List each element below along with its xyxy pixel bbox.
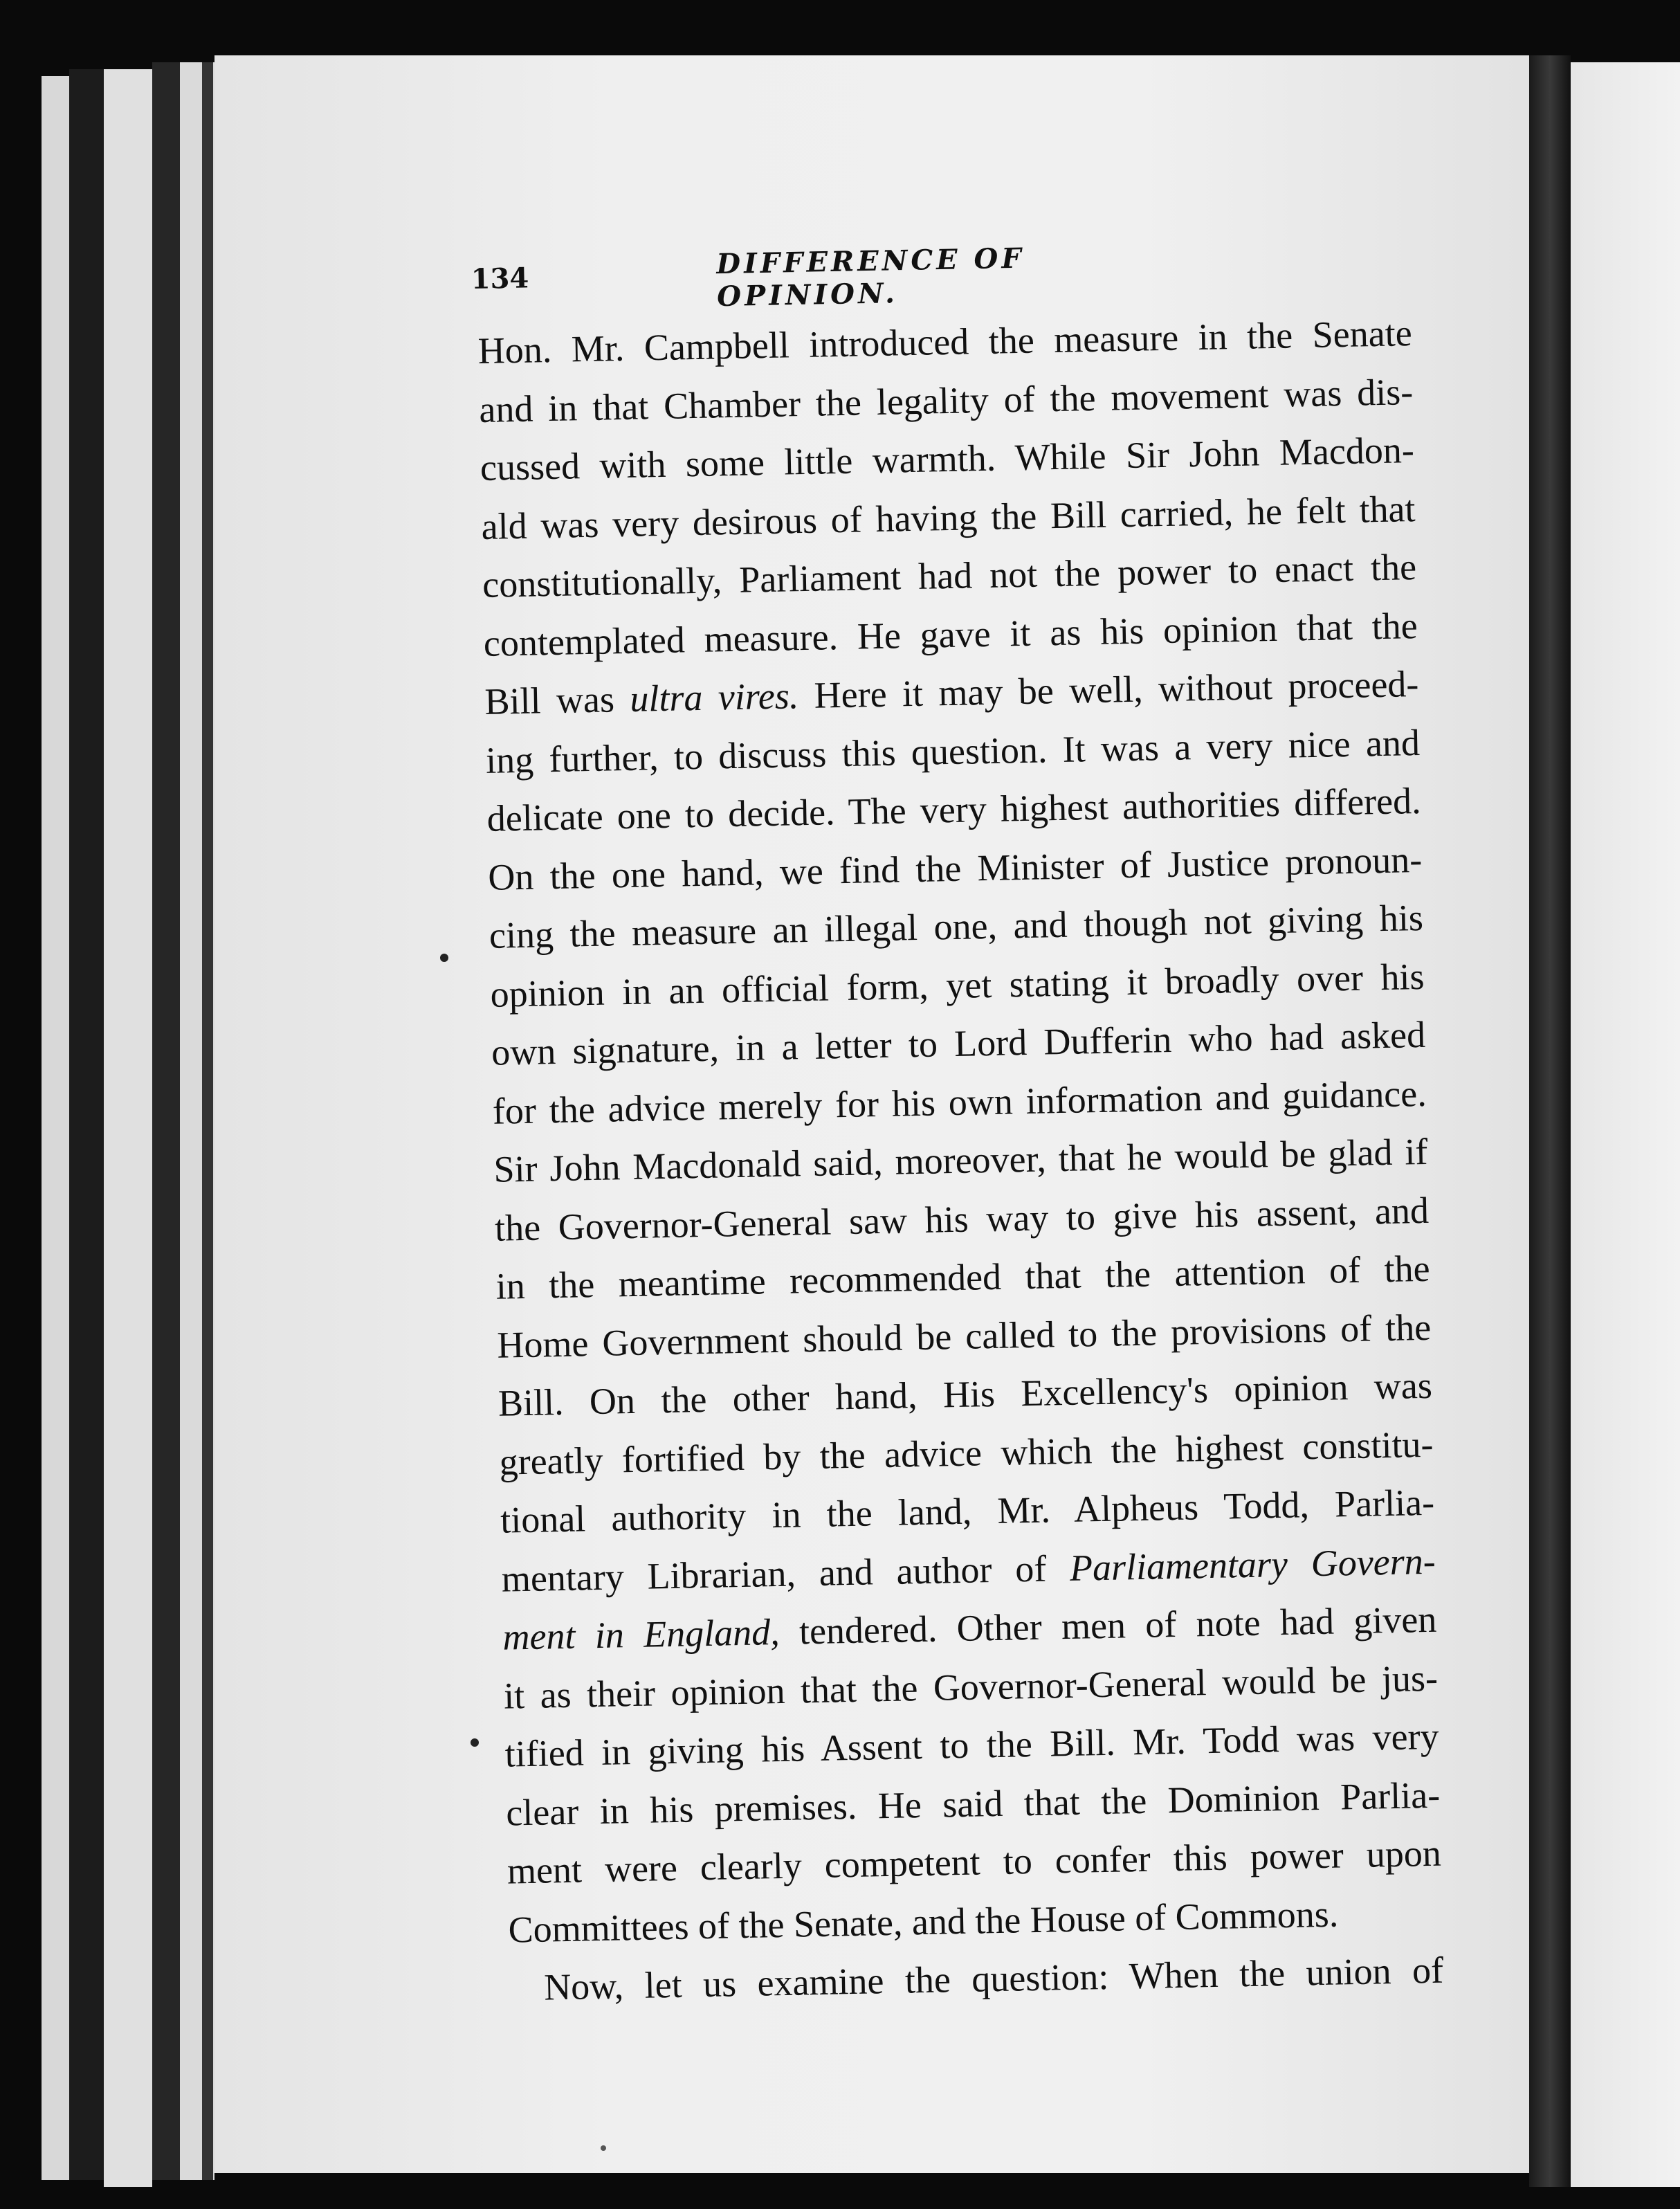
text-line: Committees of the Senate, and the House of Commons. xyxy=(508,1893,1339,1951)
text-line: tional authority in the land, Mr. Alpheus Todd, Parlia- xyxy=(500,1481,1435,1541)
text-line: opinion in an official form, yet stating it broadly over his xyxy=(490,955,1425,1015)
italic-title: ment in England, xyxy=(502,1610,780,1658)
ink-speck xyxy=(471,1738,479,1747)
text-line: ment were clearly competent to confer this power upon xyxy=(506,1832,1442,1892)
left-page-edge xyxy=(42,76,69,2180)
text-line: in the meantime recommended that the attention of the xyxy=(495,1247,1431,1307)
text-line: Hon. Mr. Campbell introduced the measure in the Senate xyxy=(477,312,1413,372)
italic-title: Parliamentary Govern- xyxy=(1069,1540,1436,1589)
text-line: tified in giving his Assent to the Bill. Mr. Todd was very xyxy=(504,1715,1440,1775)
ink-speck xyxy=(440,954,448,962)
running-head: DIFFERENCE OF OPINION. xyxy=(715,242,1025,313)
text-line: constitutionally, Parliament had not the power to enact the xyxy=(482,546,1417,606)
left-page-edge xyxy=(202,62,213,2180)
text-line: clear in his premises. He said that the Dominion Parlia- xyxy=(505,1774,1441,1834)
text-line: Sir John Macdonald said, moreover, that he would be glad if xyxy=(493,1130,1428,1190)
text-line: Now, let us examine the question: When the union of xyxy=(543,1949,1444,2008)
body-text xyxy=(477,304,1444,2017)
text-run: tendered. Other men of note had given xyxy=(779,1598,1437,1653)
text-line: Home Government should be called to the provisions of the xyxy=(496,1306,1432,1366)
text-line: ald was very desirous of having the Bill carried, he felt that xyxy=(481,487,1416,547)
text-line: and in that Chamber the legality of the movement was dis- xyxy=(478,370,1414,430)
ink-speck xyxy=(601,2145,606,2151)
gutter-shadow xyxy=(1529,55,1571,2187)
text-line: own signature, in a letter to Lord Dufferin who had asked xyxy=(491,1013,1426,1073)
text-line: delicate one to decide. The very highest authorities differed. xyxy=(486,779,1422,839)
text-line: On the one hand, we find the Minister of Justice pronoun- xyxy=(487,838,1423,898)
left-page-edge xyxy=(69,69,104,2180)
text-line: for the advice merely for his own information and guidance. xyxy=(492,1072,1427,1132)
text-line: cussed with some little warmth. While Sir John Macdon- xyxy=(480,429,1415,489)
text-run: Bill was xyxy=(484,678,630,722)
text-run: mentary Librarian, and author of xyxy=(501,1547,1070,1600)
text-run: Here it may be well, without proceed- xyxy=(798,662,1419,717)
left-page-edge xyxy=(104,69,152,2187)
facing-page-edge xyxy=(1571,62,1680,2187)
text-line: Bill. On the other hand, His Excellency's opinion was xyxy=(497,1364,1433,1424)
text-line: the Governor-General saw his way to give his assent, and xyxy=(494,1189,1430,1249)
text-line: ing further, to discuss this question. It was a very nice and xyxy=(485,721,1421,781)
page-number: 134 xyxy=(471,262,529,296)
text-line: greatly fortified by the advice which the highest constitu- xyxy=(499,1423,1434,1483)
text-line: cing the measure an illegal one, and though not giving his xyxy=(489,896,1424,956)
text-line: it as their opinion that the Governor-General would be jus- xyxy=(503,1657,1439,1717)
left-page-edge xyxy=(152,62,180,2180)
italic-title: ultra vires. xyxy=(629,675,799,720)
text-line: contemplated measure. He gave it as his opinion that the xyxy=(483,604,1418,664)
